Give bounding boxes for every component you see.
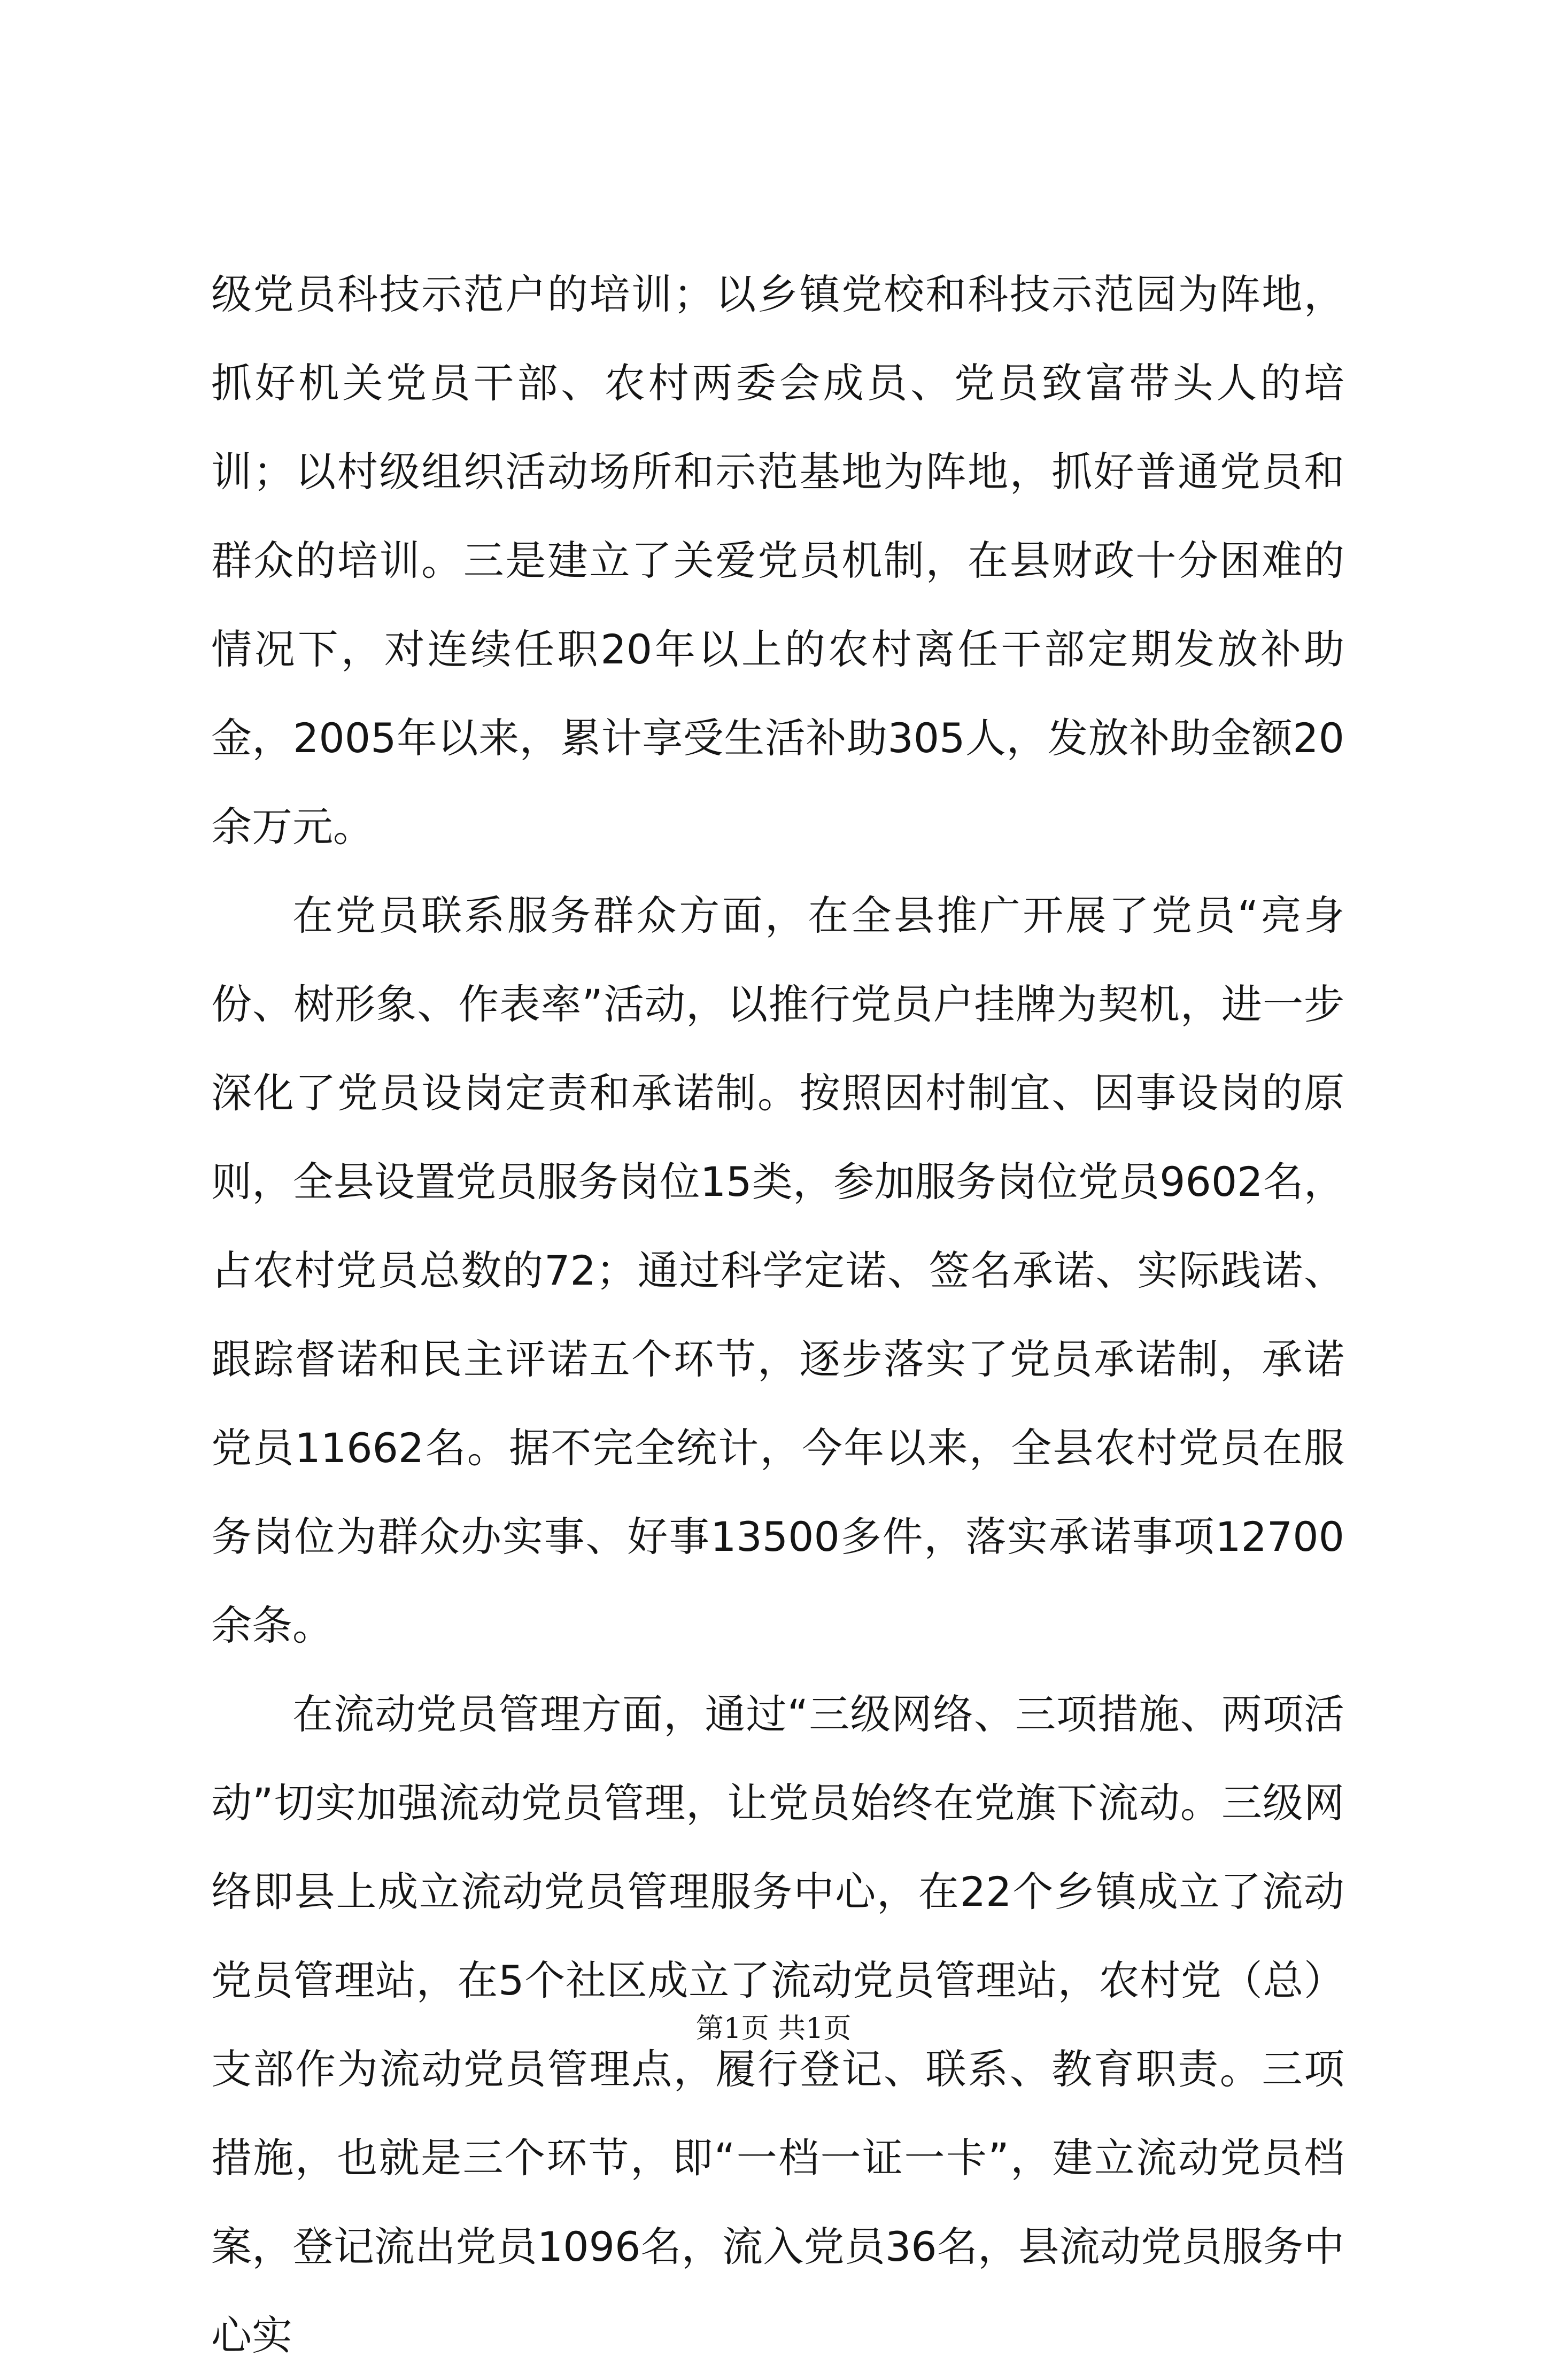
page-footer: 第1页 共1页 [695, 2013, 852, 2045]
paragraph-mobile-members: 在流动党员管理方面，通过“三级网络、三项措施、两项活动”切实加强流动党员管理，让党员始终在党旗下流动。三级网络即县上成立流动党员管理服务中心，在22个乡镇成立了流动党员管理站，在5个社区成立了流动党员管理站，农村党（总）支部作为流动党员管理点，履行登记、联系、教育职责。三项措施，也就是三个环节，即“一档一证一卡”，建立流动党员档案，登记流出党员1096名，流入党员36名，县流动党员服务中心实 [211, 1690, 1344, 2359]
paragraph-training: 级党员科技示范户的培训；以乡镇党校和科技示范园为阵地，抓好机关党员干部、农村两委会成员、党员致富带头人的培训；以村级组织活动场所和示范基地为阵地，抓好普通党员和群众的培训。三是建立了关爱党员机制，在县财政十分困难的情况下，对连续任职20年以上的农村离任干部定期发放补助金，2005年以来，累计享受生活补助305人，发放补助金额20余万元。 [211, 271, 1344, 851]
body-text [211, 250, 1344, 2380]
paragraph-service-masses: 在党员联系服务群众方面，在全县推广开展了党员“亮身份、树形象、作表率”活动，以推行党员户挂牌为契机，进一步深化了党员设岗定责和承诺制。按照因村制宜、因事设岗的原则，全县设置党员服务岗位15类，参加服务岗位党员9602名，占农村党员总数的72；通过科学定诺、签名承诺、实际践诺、跟踪督诺和民主评诺五个环节，逐步落实了党员承诺制，承诺党员11662名。据不完全统计，今年以来，全县农村党员在服务岗位为群众办实事、好事13500多件，落实承诺事项12700余条。 [211, 892, 1344, 1649]
